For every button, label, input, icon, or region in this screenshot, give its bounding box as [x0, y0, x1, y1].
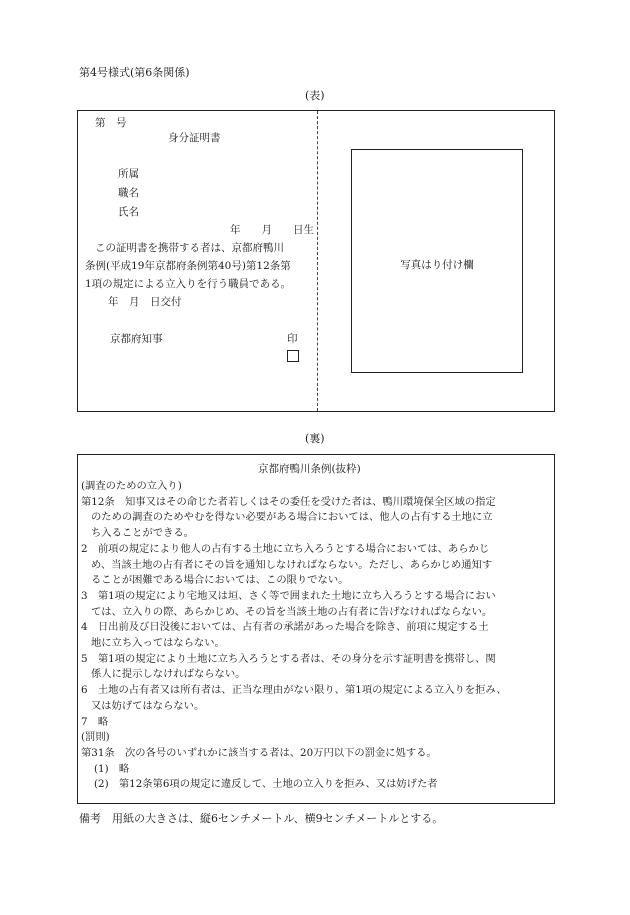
ordinance-line: 3 第1項の規定により宅地又は垣、さく等で囲まれた土地に立ち入ろうとする場合におい: [81, 589, 496, 602]
ordinance-line: 2 前項の規定により他人の占有する土地に立ち入ろうとする場合においては、あらかじ: [81, 542, 490, 555]
ordinance-line: (2) 第12条第6項の規定に違反して、土地の立入りを拒み、又は妨げた者: [94, 778, 438, 791]
ordinance-line: ることが困難である場合においては、この限りでない。: [91, 574, 349, 587]
ordinance-line: (1) 略: [94, 762, 130, 775]
seal-box: [287, 350, 299, 362]
form-title: 第4号様式(第6条関係): [79, 66, 190, 79]
fold-line: [317, 111, 318, 411]
ordinance-line: 第31条 次の各号のいずれかに該当する者は、20万円以下の罰金に処する。: [81, 746, 437, 759]
ordinance-line: 5 第1項の規定により土地に立ち入ろうとする者は、その身分を示す証明書を携帯し、関: [81, 652, 496, 665]
ordinance-line: 4 日出前及び日没後においては、占有者の承諾があった場合を除き、前項に規定する土: [81, 621, 489, 634]
card-title: 身分証明書: [168, 132, 221, 144]
name-label: 氏名: [118, 206, 139, 218]
remark-note: 備考 用紙の大きさは、縦6センチメートル、横9センチメートルとする。: [79, 812, 444, 825]
birthdate-label: 年 月 日生: [230, 224, 314, 236]
photo-label: 写真はり付け欄: [400, 259, 474, 271]
ordinance-line: め、当該土地の占有者にその旨を通知しなければならない。ただし、あらかじめ通知す: [91, 558, 493, 571]
ordinance-line: (罰則): [81, 731, 110, 744]
ordinance-line: 地に立ち入ってはならない。: [91, 637, 225, 649]
ordinance-line: ち入ることができる。: [91, 527, 194, 540]
id-card-front: [77, 110, 555, 412]
seal-label: 印: [287, 333, 298, 345]
photo-area: [351, 149, 523, 373]
ordinance-line: 6 土地の占有者又は所有者は、正当な理由がない限り、第1項の規定による立入りを拒み、: [81, 684, 507, 697]
back-title: 京都府鴨川条例(抜粋): [258, 463, 361, 475]
ordinance-line: 第12条 知事又はその命じた者若しくはその委任を受けた者は、鴨川環境保全区域の指定: [81, 495, 496, 508]
back-side-label: (裏): [305, 432, 325, 445]
card-body-line: この証明書を携帯する者は、京都府鴨川: [95, 242, 284, 254]
card-body-line: 1項の規定による立入りを行う職員である。: [85, 278, 292, 290]
issuer-label: 京都府知事: [110, 333, 163, 345]
ordinance-line: 7 略: [81, 715, 109, 728]
card-number: 第 号: [95, 117, 127, 129]
front-side-label: (表): [305, 89, 325, 102]
job-title-label: 職名: [118, 187, 139, 199]
ordinance-line: 又は妨げてはならない。: [91, 699, 205, 712]
card-body-line: 条例(平成19年京都府条例第40号)第12条第: [85, 260, 291, 272]
id-card-back: [77, 454, 555, 804]
affiliation-label: 所属: [118, 168, 139, 180]
ordinance-line: のための調査のためやむを得ない必要がある場合においては、他人の占有する土地に立: [91, 511, 493, 524]
issue-date-label: 年 月 日交付: [108, 296, 182, 308]
ordinance-line: 係人に提示しなければならない。: [91, 668, 246, 681]
ordinance-line: (調査のための立入り): [81, 480, 182, 492]
ordinance-line: ては、立入りの際、あらかじめ、その旨を当該土地の占有者に告げなければならない。: [91, 605, 493, 618]
